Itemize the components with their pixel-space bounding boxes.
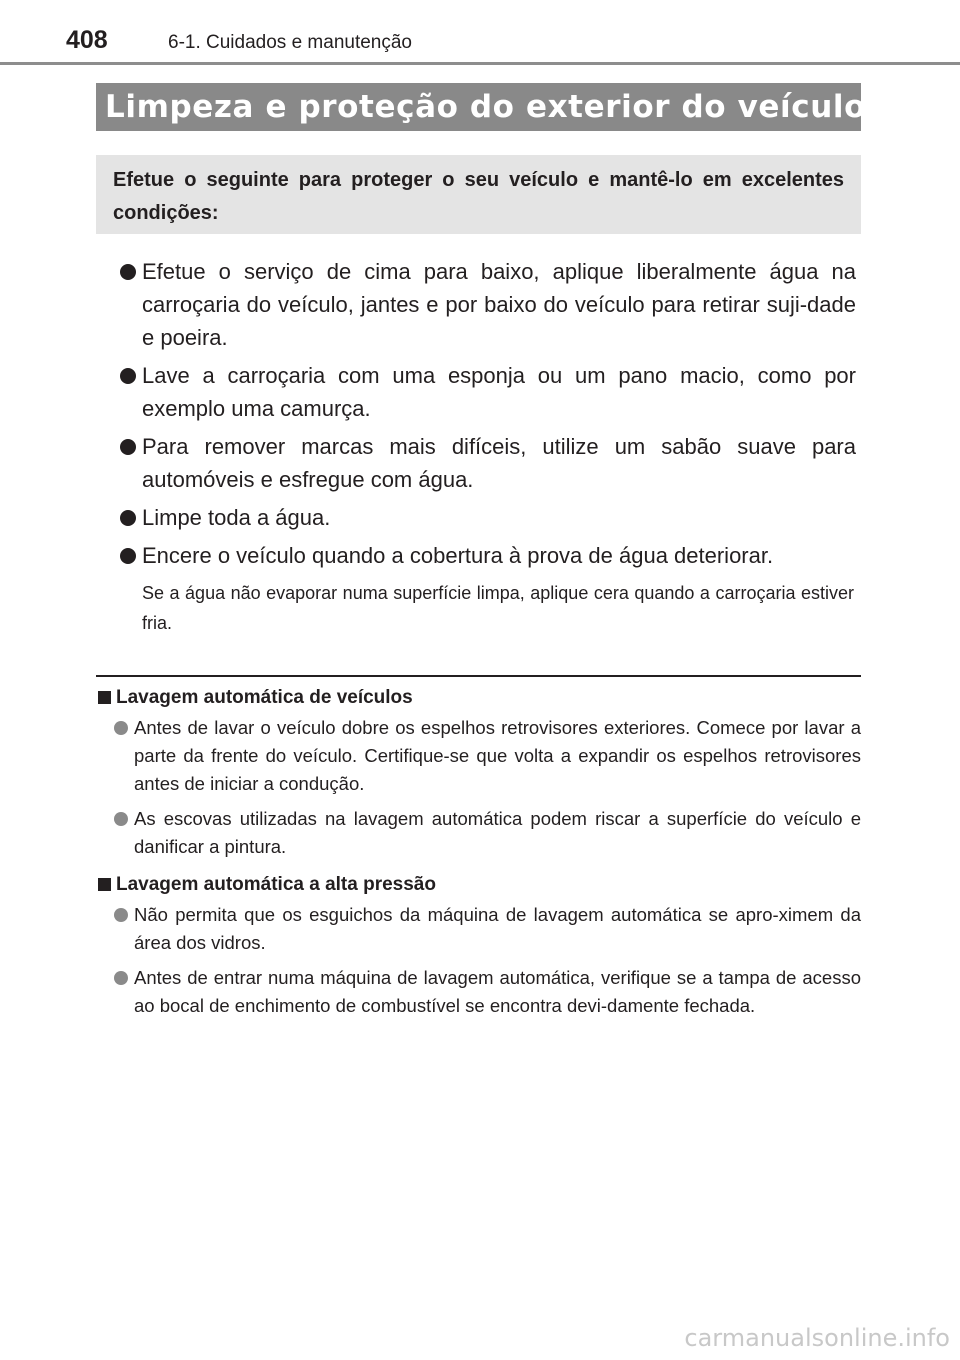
dot-bullet-icon [114, 721, 128, 735]
list-item [96, 805, 861, 861]
dot-bullet-icon [114, 971, 128, 985]
sub-heading-text: Lavagem automática a alta pressão [116, 874, 436, 895]
watermark: carmanualsonline.info [684, 1324, 950, 1352]
page-header [0, 0, 960, 66]
list-item-text: Antes de entrar numa máquina de lavagem automática, verifique se a tampa de acesso ao bocal de enchimento de combustível se encontra devi-damente fechada. [134, 967, 861, 1016]
intro-box: Efetue o seguinte para proteger o seu veículo e mantê-lo em excelentes condições: [96, 155, 861, 234]
square-bullet-icon [98, 878, 111, 891]
main-list [120, 255, 856, 577]
page-title: Limpeza e proteção do exterior do veículo [105, 89, 867, 125]
list-item-text: Antes de lavar o veículo dobre os espelhos retrovisores exteriores. Comece por lavar a parte da frente do veículo. Certifique-se que volta a expandir os espelhos retrovisores antes de iniciar a condução. [134, 717, 861, 794]
section-title: 6-1. Cuidados e manutenção [168, 32, 412, 53]
list-item [120, 539, 856, 572]
header-rule [0, 62, 960, 65]
list-item [120, 501, 856, 534]
list-item-text: Para remover marcas mais difíceis, utilize um sabão suave para automóveis e esfregue com água. [142, 434, 856, 492]
dot-bullet-icon [114, 812, 128, 826]
page-number: 408 [66, 26, 108, 54]
bullet-icon [120, 510, 136, 526]
bullet-icon [120, 264, 136, 280]
list-item-text: Não permita que os esguichos da máquina de lavagem automática se apro-ximem da área dos vidros. [134, 904, 861, 953]
dot-bullet-icon [114, 908, 128, 922]
bullet-icon [120, 548, 136, 564]
bullet-icon [120, 368, 136, 384]
list-item-text: As escovas utilizadas na lavagem automática podem riscar a superfície do veículo e danificar a pintura. [134, 808, 861, 857]
list-item-text: Encere o veículo quando a cobertura à prova de água deteriorar. [142, 543, 774, 568]
list-item [120, 359, 856, 425]
subsection-automatic-wash [96, 682, 861, 868]
list-item [96, 714, 861, 798]
list-item [120, 430, 856, 496]
sub-heading [96, 682, 861, 714]
sub-heading-text: Lavagem automática de veículos [116, 687, 413, 708]
list-item-text: Limpe toda a água. [142, 505, 331, 530]
divider [96, 675, 861, 677]
bullet-icon [120, 439, 136, 455]
note-text: Se a água não evaporar numa superfície limpa, aplique cera quando a carroçaria estiver fria. [142, 583, 854, 633]
sub-list [96, 901, 861, 1020]
subsection-high-pressure-wash [96, 869, 861, 1027]
list-item [96, 901, 861, 957]
sub-heading [96, 869, 861, 901]
list-item [96, 964, 861, 1020]
list-item-text: Efetue o serviço de cima para baixo, aplique liberalmente água na carroçaria do veículo, jantes e por baixo do veículo para retirar suji-dade e poeira. [142, 259, 856, 350]
title-bar [96, 83, 867, 131]
list-item [120, 255, 856, 354]
sub-list [96, 714, 861, 861]
square-bullet-icon [98, 691, 111, 704]
list-item-text: Lave a carroçaria com uma esponja ou um pano macio, como por exemplo uma camurça. [142, 363, 856, 421]
